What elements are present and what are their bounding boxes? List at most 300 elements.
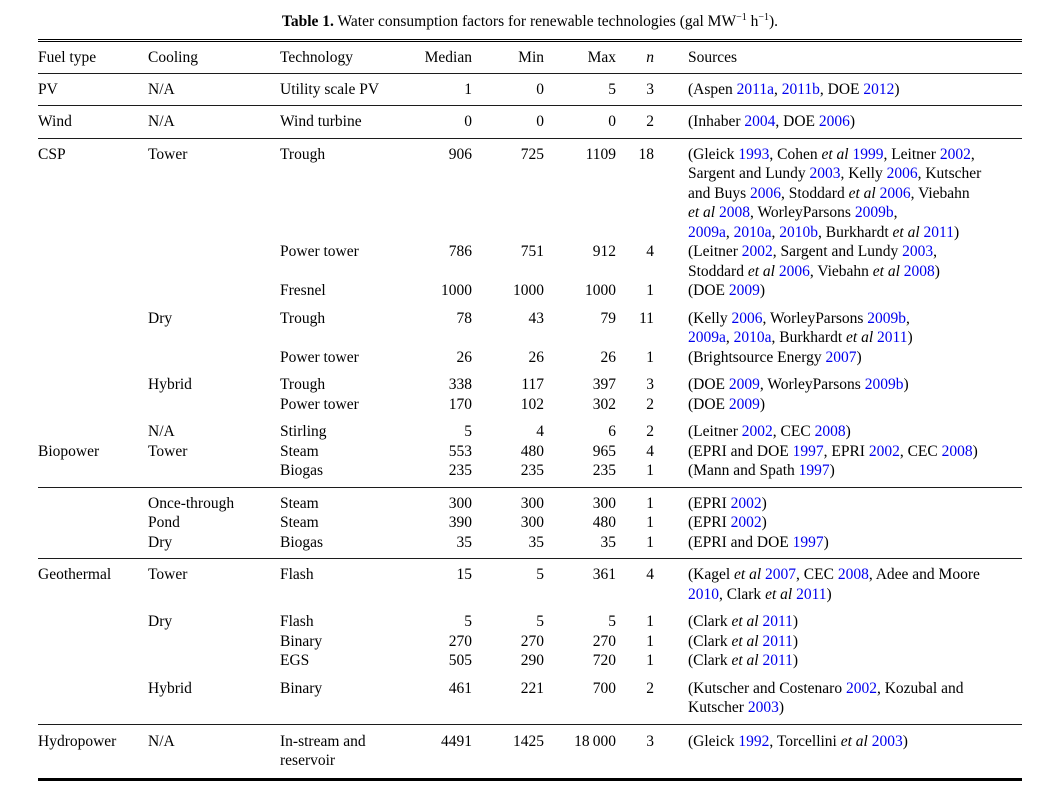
et-al-text: et al xyxy=(731,652,763,669)
table-row xyxy=(38,732,1022,771)
cell-cooling: Hybrid xyxy=(148,679,192,697)
cell-n: 1 xyxy=(646,632,654,650)
table-row xyxy=(38,145,1022,243)
cell-n: 4 xyxy=(646,243,654,260)
cell-median: 78 xyxy=(456,309,472,327)
source-text: ) xyxy=(823,533,829,551)
col-header-fuel-type: Fuel type xyxy=(38,49,97,66)
col-header-min: Min xyxy=(518,49,544,66)
cell-median: 1 xyxy=(464,80,472,98)
citation-year-link[interactable]: 2006 xyxy=(750,184,781,202)
source-line xyxy=(688,494,1022,514)
cell-n: 4 xyxy=(646,442,654,460)
source-line xyxy=(688,242,1022,262)
cell-sources xyxy=(664,679,1022,718)
source-text: , WorleyParsons xyxy=(750,204,855,221)
cell-n: 18 xyxy=(638,145,654,163)
source-text: , xyxy=(773,80,782,98)
cell-technology: Power tower xyxy=(280,395,359,413)
et-al-text: et al xyxy=(846,329,878,346)
table-section xyxy=(38,488,1022,559)
cell-fuel-type xyxy=(38,513,148,533)
cell-fuel-type xyxy=(38,395,148,415)
source-line xyxy=(688,281,1022,301)
citation-year-link[interactable]: 2010a xyxy=(733,223,772,241)
source-text: (Mann and Spath xyxy=(688,462,799,479)
citation-year-link[interactable]: 2011a xyxy=(736,80,774,98)
cell-median: 5 xyxy=(464,613,472,630)
cell-technology: Fresnel xyxy=(280,282,326,299)
cell-cooling xyxy=(148,651,280,671)
cell-min: 0 xyxy=(536,80,544,98)
cell-min: 0 xyxy=(536,113,544,130)
table-section xyxy=(38,725,1022,778)
citation-year-link[interactable]: 1992 xyxy=(738,732,770,750)
citation-year-link[interactable]: 2011 xyxy=(762,652,793,669)
cell-max: 700 xyxy=(592,679,616,697)
source-text: , xyxy=(906,309,910,327)
cell-sources xyxy=(664,112,1022,132)
citation-year-link[interactable]: 2008 xyxy=(837,566,869,583)
cell-median: 553 xyxy=(448,442,472,460)
cell-fuel-type xyxy=(38,375,148,395)
cell-min: 221 xyxy=(520,679,544,697)
citation-year-link[interactable]: 2002 xyxy=(730,494,762,512)
cell-max: 18 000 xyxy=(574,732,616,750)
cell-min: 300 xyxy=(520,494,544,512)
source-text: ) xyxy=(894,80,900,98)
cell-technology: Trough xyxy=(280,145,326,163)
citation-year-link[interactable]: 2006 xyxy=(731,309,763,327)
source-text: , xyxy=(933,243,937,260)
cell-n: 1 xyxy=(646,514,654,531)
citation-year-link[interactable]: 2010b xyxy=(779,223,819,241)
source-line xyxy=(688,698,1022,718)
cell-cooling: N/A xyxy=(148,113,175,130)
cell-median: 1000 xyxy=(441,282,472,299)
citation-year-link[interactable]: 2002 xyxy=(868,442,900,460)
citation-year-link[interactable]: 2009a xyxy=(688,329,726,346)
cell-min: 480 xyxy=(520,442,544,460)
source-text: ) xyxy=(829,462,835,479)
cell-sources xyxy=(664,612,1022,632)
citation-year-link[interactable]: 2011 xyxy=(923,223,954,241)
cell-sources xyxy=(664,513,1022,533)
citation-year-link[interactable]: 2007 xyxy=(825,348,857,366)
cell-max: 5 xyxy=(608,80,616,98)
cell-cooling: Once-through xyxy=(148,494,235,512)
cell-min: 1425 xyxy=(513,732,544,750)
source-line xyxy=(688,203,1022,223)
source-text: (EPRI and DOE xyxy=(688,442,793,460)
cell-cooling: Tower xyxy=(148,442,188,460)
cell-fuel-type xyxy=(38,612,148,632)
cell-n: 1 xyxy=(646,494,654,512)
source-text: (Clark xyxy=(688,652,732,669)
citation-year-link[interactable]: 2003 xyxy=(871,732,903,750)
source-text: ) xyxy=(792,652,799,669)
cell-median: 786 xyxy=(448,243,472,260)
cell-max: 26 xyxy=(600,348,616,366)
source-text: , Burkhardt xyxy=(818,223,893,241)
cell-technology: Flash xyxy=(280,566,314,583)
cell-technology: Biogas xyxy=(280,533,324,551)
source-text: , xyxy=(725,223,734,241)
cell-cooling: Tower xyxy=(148,145,188,163)
cell-min: 235 xyxy=(520,462,544,479)
citation-year-link[interactable]: 2011 xyxy=(762,632,793,650)
source-text: , xyxy=(725,329,734,346)
table-caption-text: Water consumption factors for renewable technologies (gal MW xyxy=(333,13,737,30)
cell-sources xyxy=(664,281,1022,301)
source-line xyxy=(688,184,1022,204)
source-text: , DOE xyxy=(775,113,819,130)
cell-min: 5 xyxy=(536,566,544,583)
cell-sources xyxy=(664,461,1022,481)
cell-max: 5 xyxy=(608,613,616,630)
cell-max: 1109 xyxy=(585,145,616,163)
et-al-text: et al xyxy=(731,613,763,630)
cell-sources xyxy=(664,533,1022,553)
cell-fuel-type xyxy=(38,533,148,553)
cell-fuel-type: Hydropower xyxy=(38,732,117,750)
table-row xyxy=(38,242,1022,281)
source-text: , Kutscher xyxy=(917,165,982,182)
source-text: (Kagel xyxy=(688,566,735,583)
cell-n: 1 xyxy=(646,462,654,479)
cell-max: 0 xyxy=(608,113,616,130)
caption-superscript: −1 xyxy=(758,11,770,23)
cell-max: 6 xyxy=(608,423,616,440)
table-row xyxy=(38,80,1022,100)
citation-year-link[interactable]: 2007 xyxy=(765,566,797,583)
col-header-n: n xyxy=(646,49,654,66)
technology-line: In-stream and xyxy=(280,732,366,750)
citation-year-link[interactable]: 2006 xyxy=(818,113,850,130)
cell-fuel-type xyxy=(38,422,148,442)
et-al-text: et al xyxy=(688,204,719,221)
source-text: ) xyxy=(792,632,799,650)
cell-sources xyxy=(664,395,1022,415)
cell-sources xyxy=(664,632,1022,652)
cell-sources xyxy=(664,309,1022,348)
source-text: (Brightsource Energy xyxy=(688,348,826,366)
source-text: (Gleick xyxy=(688,732,739,750)
cell-n: 3 xyxy=(646,732,654,750)
source-text: , Sargent and Lundy xyxy=(772,243,903,260)
cell-min: 270 xyxy=(520,632,544,650)
cell-min: 4 xyxy=(536,423,544,440)
source-text: (Leitner xyxy=(688,243,742,260)
cell-n: 1 xyxy=(646,613,654,630)
citation-year-link[interactable]: 2010 xyxy=(688,585,719,603)
table-section xyxy=(38,106,1022,138)
cell-max: 302 xyxy=(592,395,616,413)
cell-median: 270 xyxy=(448,632,472,650)
cell-min: 300 xyxy=(520,514,544,531)
citation-year-link[interactable]: 2009 xyxy=(728,282,760,299)
source-text: , EPRI xyxy=(823,442,869,460)
cell-median: 26 xyxy=(456,348,472,366)
cell-fuel-type xyxy=(38,348,148,368)
cell-min: 117 xyxy=(521,376,544,393)
source-line xyxy=(688,328,1022,348)
cell-cooling xyxy=(148,281,280,301)
source-text: ) xyxy=(778,699,784,716)
citation-year-link[interactable]: 2008 xyxy=(719,204,750,221)
citation-year-link[interactable]: 2002 xyxy=(730,514,762,531)
cell-max: 397 xyxy=(592,376,616,393)
source-line xyxy=(688,309,1022,329)
table-section xyxy=(38,74,1022,106)
cell-cooling: Hybrid xyxy=(148,376,192,393)
source-text: ) xyxy=(849,113,856,130)
cell-n: 1 xyxy=(646,533,654,551)
table-row xyxy=(38,112,1022,132)
table-row xyxy=(38,632,1022,652)
source-text: Stoddard xyxy=(688,262,748,280)
citation-year-link[interactable]: 1999 xyxy=(852,145,884,163)
cell-sources xyxy=(664,348,1022,368)
source-text: ) xyxy=(759,282,766,299)
cell-sources xyxy=(664,651,1022,671)
cell-min: 26 xyxy=(528,348,544,366)
source-text: ) xyxy=(845,423,851,440)
col-header-sources: Sources xyxy=(688,49,738,66)
cell-fuel-type xyxy=(38,461,148,481)
cell-median: 170 xyxy=(448,395,472,413)
table-section xyxy=(38,559,1022,724)
cell-technology: Binary xyxy=(280,679,323,697)
cell-fuel-type: CSP xyxy=(38,145,66,163)
citation-year-link[interactable]: 1997 xyxy=(792,533,824,551)
source-text: and Buys xyxy=(688,184,750,202)
et-al-text: et al xyxy=(765,585,797,603)
citation-year-link[interactable]: 2006 xyxy=(886,165,918,182)
citation-year-link[interactable]: 2009b xyxy=(854,204,894,221)
cell-cooling xyxy=(148,242,280,281)
source-text: Kutscher xyxy=(688,699,748,716)
cell-max: 912 xyxy=(592,243,616,260)
source-line xyxy=(688,422,1022,442)
et-al-text: et al xyxy=(840,732,872,750)
source-text: ) xyxy=(972,442,978,460)
cell-technology: Steam xyxy=(280,442,319,460)
citation-year-link[interactable]: 2002 xyxy=(939,145,971,163)
table-row xyxy=(38,651,1022,671)
source-text: , Torcellini xyxy=(769,732,841,750)
source-text: (EPRI xyxy=(688,494,731,512)
cell-n: 1 xyxy=(646,348,654,366)
cell-median: 300 xyxy=(448,494,472,512)
source-text: ) xyxy=(934,262,940,280)
col-header-cooling: Cooling xyxy=(148,49,198,66)
cell-fuel-type xyxy=(38,242,148,281)
cell-max: 1000 xyxy=(585,282,616,299)
cell-cooling: Pond xyxy=(148,514,180,531)
citation-year-link[interactable]: 2011b xyxy=(781,80,820,98)
cell-sources xyxy=(664,80,1022,100)
source-text: ) xyxy=(903,376,909,393)
source-line xyxy=(688,651,1022,671)
citation-year-link[interactable]: 2009a xyxy=(688,223,726,241)
cell-median: 390 xyxy=(448,514,472,531)
cell-max: 270 xyxy=(592,632,616,650)
cell-fuel-type: Geothermal xyxy=(38,566,112,583)
citation-year-link[interactable]: 2008 xyxy=(941,442,973,460)
source-text: ) xyxy=(792,613,799,630)
cell-min: 102 xyxy=(520,395,544,413)
citation-year-link[interactable]: 2006 xyxy=(879,184,911,202)
source-text: , Burkhardt xyxy=(771,329,847,346)
table-bottom-rule xyxy=(38,778,1022,781)
table-row xyxy=(38,565,1022,604)
source-text: (Aspen xyxy=(688,80,737,98)
cell-technology: Stirling xyxy=(280,423,327,440)
source-line xyxy=(688,533,1022,553)
source-text: , DOE xyxy=(819,80,864,98)
cell-cooling xyxy=(148,632,280,652)
source-text: , Cohen xyxy=(769,145,822,163)
cell-technology: Steam xyxy=(280,514,319,531)
cell-n: 1 xyxy=(646,282,654,299)
cell-sources xyxy=(664,375,1022,395)
cell-fuel-type xyxy=(38,651,148,671)
source-text: , WorleyParsons xyxy=(762,309,868,327)
citation-year-link[interactable]: 2010a xyxy=(733,329,772,346)
source-line xyxy=(688,145,1022,165)
cell-sources xyxy=(664,145,1022,243)
cell-sources xyxy=(664,242,1022,281)
cell-max: 35 xyxy=(600,533,616,551)
citation-year-link[interactable]: 2011 xyxy=(796,585,827,603)
cell-cooling: Dry xyxy=(148,309,173,327)
citation-year-link[interactable]: 1993 xyxy=(738,145,770,163)
source-text: (Kelly xyxy=(688,309,732,327)
source-line xyxy=(688,632,1022,652)
table-caption-label: Table 1. xyxy=(281,13,334,30)
cell-sources xyxy=(664,565,1022,604)
source-line xyxy=(688,461,1022,481)
source-line xyxy=(688,612,1022,632)
citation-year-link[interactable]: 2004 xyxy=(744,113,776,130)
source-line xyxy=(688,679,1022,699)
table-caption-unit: h xyxy=(746,13,759,30)
cell-fuel-type xyxy=(38,281,148,301)
et-al-text: et al xyxy=(731,632,763,650)
source-text: (Gleick xyxy=(688,145,739,163)
source-text: , Stoddard xyxy=(781,184,849,202)
cell-cooling: N/A xyxy=(148,732,175,750)
cell-median: 505 xyxy=(448,652,472,669)
table-header-row xyxy=(38,42,1022,73)
cell-technology: Trough xyxy=(280,376,326,393)
source-text: (DOE xyxy=(688,395,729,413)
source-text: , Leitner xyxy=(883,145,940,163)
source-text: , Kozubal and xyxy=(876,679,964,697)
citation-year-link[interactable]: 2011 xyxy=(877,329,908,346)
et-al-text: et al xyxy=(892,223,924,241)
cell-median: 35 xyxy=(456,533,472,551)
table-body xyxy=(38,74,1022,781)
cell-n: 2 xyxy=(646,395,654,413)
cell-technology: EGS xyxy=(280,652,310,669)
source-line xyxy=(688,513,1022,533)
cell-max: 361 xyxy=(592,566,616,583)
citation-year-link[interactable]: 2003 xyxy=(747,699,779,716)
citation-year-link[interactable]: 2012 xyxy=(863,80,895,98)
cell-cooling: Dry xyxy=(148,613,173,630)
table-row xyxy=(38,348,1022,368)
cell-cooling: N/A xyxy=(148,80,175,98)
cell-min: 751 xyxy=(520,243,544,260)
citation-year-link[interactable]: 2009 xyxy=(728,395,760,413)
citation-year-link[interactable]: 2008 xyxy=(903,262,935,280)
table-row xyxy=(38,281,1022,301)
cell-max: 300 xyxy=(592,494,616,512)
col-header-technology: Technology xyxy=(280,49,353,66)
table-row xyxy=(38,395,1022,415)
cell-min: 35 xyxy=(528,533,544,551)
cell-median: 0 xyxy=(464,113,472,130)
table-row xyxy=(38,422,1022,442)
citation-year-link[interactable]: 2003 xyxy=(809,165,841,182)
source-text: (Kutscher and Costenaro xyxy=(688,679,846,697)
source-text: (Clark xyxy=(688,613,732,630)
citation-year-link[interactable]: 2002 xyxy=(741,423,773,440)
cell-technology: Trough xyxy=(280,309,326,327)
source-line xyxy=(688,732,1022,752)
cell-n: 4 xyxy=(646,566,654,583)
et-al-text: et al xyxy=(872,262,904,280)
source-text: , CEC xyxy=(772,423,815,440)
source-text: ) xyxy=(826,585,832,603)
cell-fuel-type xyxy=(38,494,148,514)
cell-min: 1000 xyxy=(513,282,544,299)
citation-year-link[interactable]: 2003 xyxy=(902,243,934,260)
table-section xyxy=(38,139,1022,487)
caption-superscript: −1 xyxy=(736,11,747,23)
citation-year-link[interactable]: 1997 xyxy=(792,442,824,460)
cell-cooling xyxy=(148,348,280,368)
cell-fuel-type: PV xyxy=(38,80,58,98)
cell-cooling: N/A xyxy=(148,423,175,440)
cell-sources xyxy=(664,494,1022,514)
citation-year-link[interactable]: 2008 xyxy=(814,423,846,440)
citation-year-link[interactable]: 2002 xyxy=(741,243,773,260)
citation-year-link[interactable]: 2009b xyxy=(864,376,904,393)
table-row xyxy=(38,375,1022,395)
cell-fuel-type: Biopower xyxy=(38,442,100,460)
citation-year-link[interactable]: 2011 xyxy=(762,613,793,630)
source-text: ) xyxy=(856,348,862,366)
source-line xyxy=(688,565,1022,585)
cell-min: 290 xyxy=(520,652,544,669)
citation-year-link[interactable]: 1997 xyxy=(798,462,830,479)
source-line xyxy=(688,395,1022,415)
citation-year-link[interactable]: 2006 xyxy=(778,262,810,280)
cell-technology: Binary xyxy=(280,632,323,650)
table-row xyxy=(38,513,1022,533)
citation-year-link[interactable]: 2002 xyxy=(845,679,877,697)
source-text: ) xyxy=(953,223,960,241)
citation-year-link[interactable]: 2009b xyxy=(867,309,907,327)
source-text: , WorleyParsons xyxy=(759,376,865,393)
source-text: (DOE xyxy=(688,282,729,299)
table-row xyxy=(38,442,1022,462)
citation-year-link[interactable]: 2009 xyxy=(728,376,760,393)
col-header-median: Median xyxy=(424,49,472,66)
